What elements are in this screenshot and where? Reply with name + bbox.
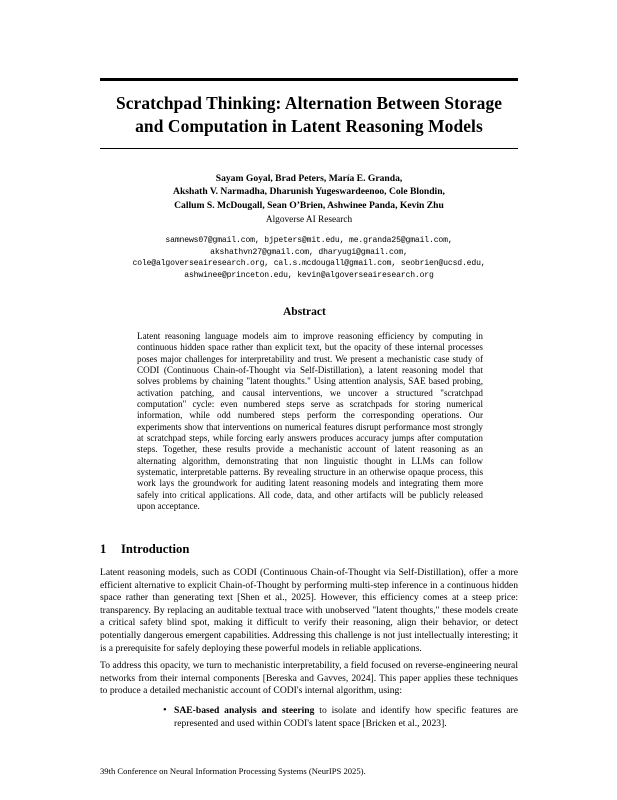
- title-rule-top: [100, 78, 518, 81]
- page-title: [95, 92, 523, 138]
- bullet-list: [100, 705, 518, 730]
- author-line-1: Sayam Goyal, Brad Peters, María E. Granda,: [215, 173, 403, 184]
- section-number: 1: [100, 542, 107, 556]
- list-item: [164, 705, 518, 730]
- abstract-heading: Abstract: [283, 306, 326, 318]
- section-title: Introduction: [121, 542, 190, 556]
- introduction-paragraph-1: Latent reasoning models, such as CODI (Continuous Chain-of-Thought via Self-Distillation), offer a more efficient alternative to explicit Chain-of-Thought by performing multi-step inference in a continuous hidden space rather than generating text [Shen et al., 2025]. However, this efficiency comes at a steep price: transparency. By replacing an auditable textual trace with unobserved "latent thoughts," these models create a critical safety blind spot, making it difficult to verify their reasoning, align their behavior, or detect potentially dangerous emergent capabilities. Addressing this challenge is not just intellectually interesting; it is a prerequisite for safely deploying these powerful models in reliable applications.: [100, 567, 518, 654]
- introduction-paragraph-1-container: [100, 567, 518, 655]
- bullet-body-text: to isolate and identify how specific features are represented and used within CODI's latent space [Bricken et al., 2023].: [174, 705, 518, 729]
- email-line-4[interactable]: ashwinee@princeton.edu, kevin@algoverseairesearch.org: [184, 270, 434, 280]
- title-line-1: Scratchpad Thinking: Alternation Between Storage: [115, 93, 503, 113]
- title-rule-bottom: [100, 148, 518, 149]
- introduction-bullet-list: [100, 705, 518, 730]
- introduction-paragraph-2-container: [100, 660, 518, 698]
- title-line-2: and Computation in Latent Reasoning Models: [135, 116, 483, 136]
- conference-footer: 39th Conference on Neural Information Processing Systems (NeurIPS 2025).: [100, 766, 366, 776]
- author-list: [95, 172, 523, 212]
- email-line-1[interactable]: samnews07@gmail.com, bjpeters@mit.edu, me.granda25@gmail.com,: [165, 236, 453, 245]
- bullet-lead-text: SAE-based analysis and steering: [174, 705, 315, 716]
- affiliation: Algoverse AI Research: [265, 215, 353, 225]
- author-line-2: Akshath V. Narmadha, Dharunish Yugeswardeenoo, Cole Blondin,: [173, 186, 445, 198]
- introduction-paragraph-2: To address this opacity, we turn to mechanistic interpretability, a field focused on reverse-engineering neural networks from their internal components [Bereska and Gavves, 2024]. This paper applies these techniques to produce a detailed mechanistic account of CODI's internal algorithm, using:: [100, 660, 518, 697]
- section-heading-introduction: [100, 542, 189, 557]
- email-line-2[interactable]: akshathvn27@gmail.com, dharyugi@gmail.com,: [210, 247, 408, 257]
- email-line-3[interactable]: cole@algoverseairesearch.org, cal.s.mcdougall@gmail.com, seobrien@ucsd.edu,: [132, 259, 486, 269]
- author-emails: [80, 235, 538, 281]
- abstract-body: [137, 331, 483, 513]
- author-line-3: Callum S. McDougall, Sean O’Brien, Ashwinee Panda, Kevin Zhu: [174, 199, 444, 211]
- abstract-paragraph: Latent reasoning language models aim to improve reasoning efficiency by computing in continuous hidden space rather than explicit text, but the opacity of these internal processes poses major challenges for interpretability and trust. We present a mechanistic case study of CODI (Continuous Chain-of-Thought via Self-Distillation), a latent reasoning model that solves problems by chaining "latent thoughts." Using attention analysis, SAE based probing, activation patching, and causal interventions, we uncover a structured "scratchpad computation" cycle: even numbered steps serve as scratchpads for storing numerical information, while odd numbered steps perform the corresponding operations. Our experiments show that interventions on numerical features disrupt performance most strongly at scratchpad steps, while forcing early answers produces accuracy jumps after computation steps. Together, these results provide a mechanistic account of latent reasoning as an alternating algorithm, demonstrating that non linguistic thought in LLMs can follow systematic, interpretable patterns. By revealing structure in an otherwise opaque process, this work lays the groundwork for auditing latent reasoning models and integrating them more safely into critical applications. All code, data, and other artifacts will be publicly released upon acceptance.: [137, 331, 483, 512]
